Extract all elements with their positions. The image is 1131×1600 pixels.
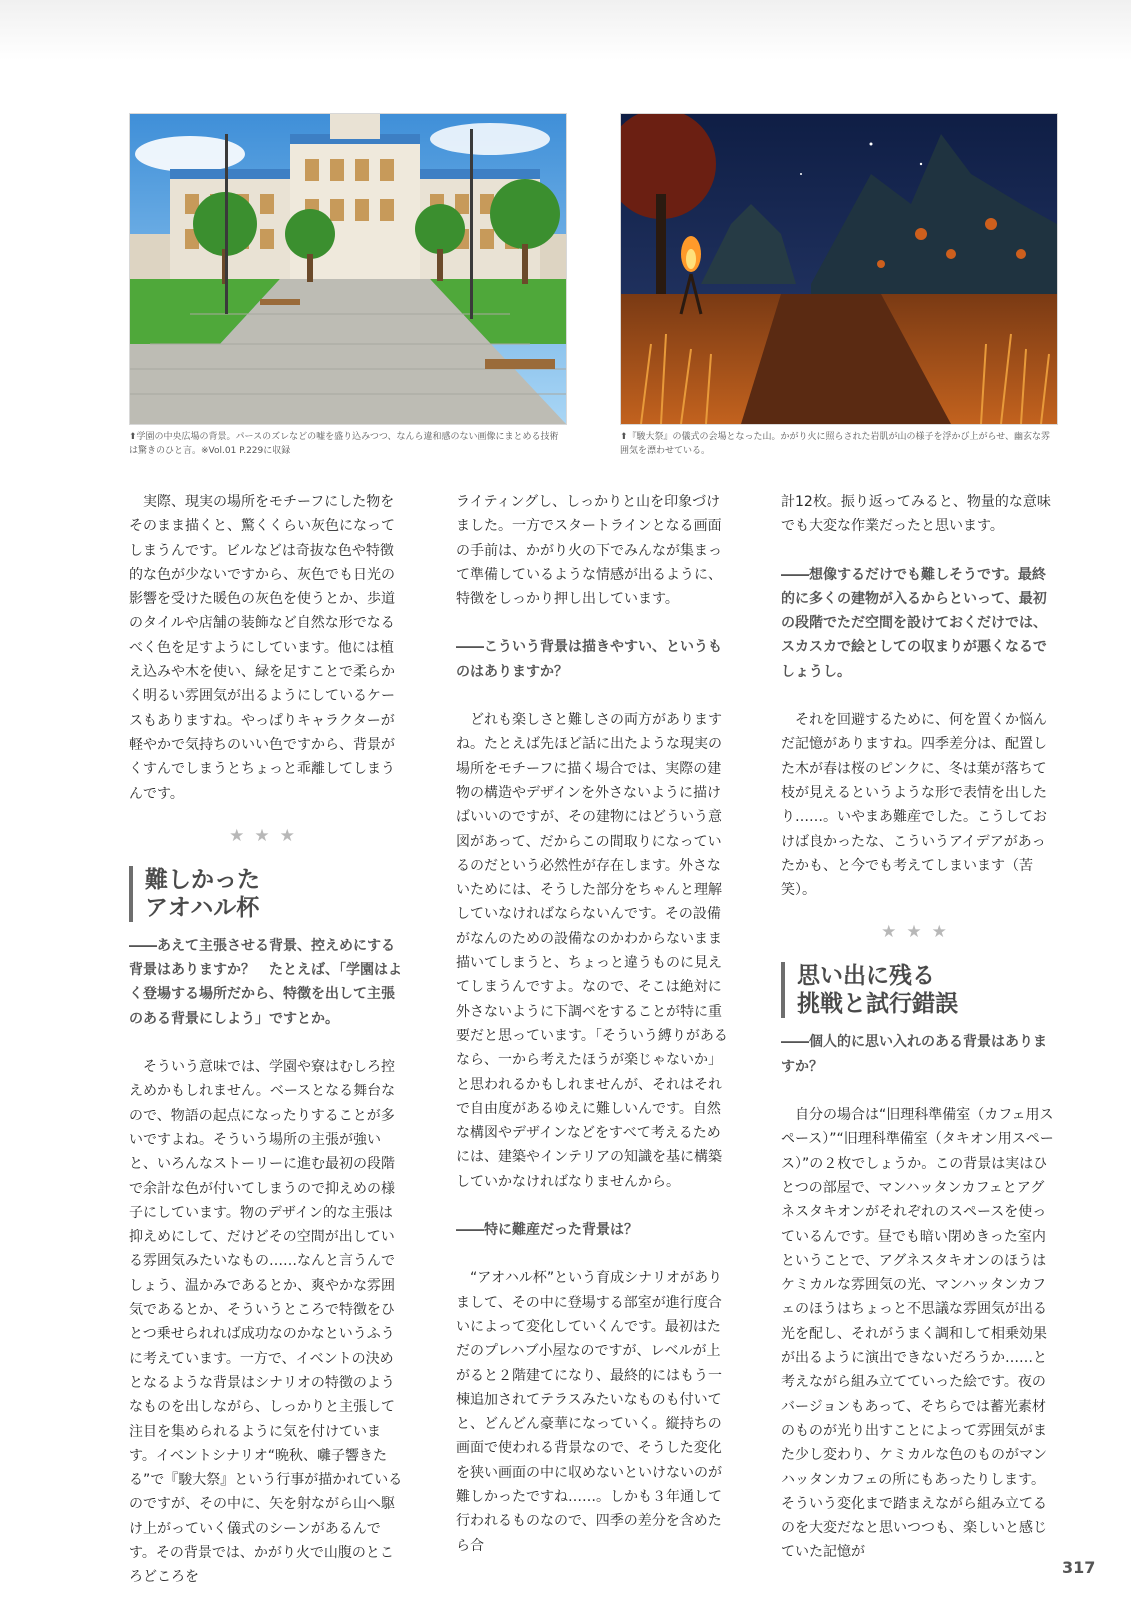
interview-question: ――想像するだけでも難しそうです。最終的に多くの建物が入るからといって、最初の段階でただ空間を設けておくだけでは、スカスカで絵としての収まりが悪くなるでしょうし。	[781, 566, 1047, 680]
paragraph: “アオハル杯”という育成シナリオがありまして、その中に登場する部室が進行度合いによって変化していくんです。最初はただのプレハブ小屋なのですが、レベルが上がると２階建てになり、最終的にはもう一棟追加されてテラスみたいなものも付いてと、どんどん豪華になっていく。縦持ちの画面で使われる背景なので、そうした変化を狭い画面の中に収めないといけないのが難しかったですね……。しかも３年通して行われるものなので、四季の差分を含めたら合	[456, 1270, 722, 1554]
paragraph: そういう意味では、学園や寮はむしろ控えめかもしれません。ベースとなる舞台なので、物語の起点になったりすることが多いですよね。そういう場所の主張が強いと、いろんなストーリーに進む最初の段階で余計な色が付いてしまうので抑えめの様子にしています。物のデザイン的な主張は抑えめにして、だけどその空間が出している雰囲気みたいなもの……なんと言うんでしょう、温かみであるとか、爽やかな雰囲気であるとか、そういうところで特徴をひとつ乗せられれば成功なのかなというふうに考えています。一方で、イベントの決めとなるような背景はシナリオの特徴のようなものを出しながら、しっかりと主張して注目を集められるように気を付けています。イベントシナリオ“晩秋、囃子響きたる”で『駿大祭』という行事が描かれているのですが、その中に、矢を射ながら山へ駆け上がっていく儀式のシーンがあるんです。その背景では、かがり火で山腹のところどころを	[129, 1059, 403, 1586]
paragraph: ライティングし、しっかりと山を印象づけました。一方でスタートラインとなる画面の手前は、かがり火の下でみんなが集まって準備しているような情感が出るように、特徴をしっかり押し出しています。	[456, 494, 722, 608]
section-divider-stars: ★★★	[881, 922, 957, 943]
text-column-3	[781, 490, 1057, 1565]
left-image-caption: ⬆学園の中央広場の背景。パースのズレなどの嘘を盛り込みつつ、なんら違和感のない画像にまとめる技術は驚きのひと言。※Vol.01 P.229に収録	[129, 432, 559, 456]
text-column-2	[456, 490, 732, 1558]
paragraph: それを回避するために、何を置くか悩んだ記憶がありますね。四季差分は、配置した木が春は桜のピンクに、冬は葉が落ちて枝が見えるというような形で表情を出したり……。いやまあ難産でした。こうしておけば良かったな、こういうアイデアがあったかも、と今でも考えてしまいます（苦笑）。	[781, 712, 1047, 899]
paragraph: どれも楽しさと難しさの両方がありますね。たとえば先ほど話に出たような現実の場所をモチーフに描く場合では、実際の建物の構造やデザインを外さないように描けばいいのですが、その建物にはどういう意図があって、だからこの間取りになっているのだという必然性が存在します。外さないためには、そうした部分をちゃんと理解していなければならないんです。その設備がなんのための設備なのかわからないまま描いてしまうと、ちょっと違うものに見えてしまうんですよ。なので、そこは絶対に外さないように下調べをすることが特に重要だと思っています。「そういう縛りがあるなら、一から考えたほうが楽じゃないか」と思われるかもしれませんが、それはそれで自由度があるゆえに難しいんです。自然な構図やデザインなどをすべて考えるためには、建築やインテリアの知識を基に構築していかなければなりませんから。	[456, 712, 728, 1190]
interview-question: ――あえて主張させる背景、控えめにする背景はありますか？ たとえば、「学園はよく登場する場所だから、特徴を出して主張のある背景にしよう」ですとか。	[129, 937, 402, 1027]
section-heading-line: 思い出に残る	[797, 963, 935, 990]
section-heading-line: 難しかった	[145, 866, 260, 893]
right-image-caption: ⬆『駿大祭』の儀式の会場となった山。かがり火に照らされた岩肌が山の様子を浮かび上がらせ、幽玄な雰囲気を漂わせている。	[620, 432, 1051, 456]
paragraph: 自分の場合は“旧理科準備室（カフェ用スペース）”“旧理科準備室（タキオン用スペース）”の２枚でしょうか。この背景は実はひとつの部屋で、マンハッタンカフェとアグネスタキオンがそれぞれのスペースを使っているんです。昼でも暗い閉めきった室内ということで、アグネスタキオンのほうはケミカルな雰囲気の光、マンハッタンカフェのほうはちょっと不思議な雰囲気が出る光を配し、それがうまく調和して相乗効果が出るように演出できないだろうか……と考えながら組み立てていった絵です。夜のバージョンもあって、そちらでは蓄光素材のものが光り出すことによって雰囲気がまた少し変わり、ケミカルな色のものがマンハッタンカフェの所にもあったりします。そういう変化まで踏まえながら組み立てるのを大変だなと思いつつも、楽しいと感じていた記憶が	[781, 1107, 1054, 1561]
text-column-1	[129, 490, 405, 1590]
school-plaza-illustration	[129, 113, 567, 425]
interview-question: ――個人的に思い入れのある背景はありますか？	[781, 1034, 1047, 1075]
section-heading	[129, 866, 405, 922]
festival-mountain-illustration	[620, 113, 1058, 425]
section-heading-line: 挑戦と試行錯誤	[797, 991, 958, 1018]
paragraph: 計12枚。振り返ってみると、物量的な意味でも大変な作業だったと思います。	[781, 494, 1051, 535]
section-divider-stars: ★★★	[229, 825, 305, 846]
interview-question: ――こういう背景は描きやすい、というものはありますか？	[456, 639, 722, 680]
section-heading	[781, 962, 1057, 1018]
section-heading-line: アオハル杯	[145, 894, 260, 921]
page-number: 317	[1062, 1558, 1096, 1577]
top-shade	[0, 0, 1131, 60]
interview-question: ――特に難産だった背景は？	[456, 1222, 638, 1239]
paragraph: 実際、現実の場所をモチーフにした物をそのまま描くと、驚くくらい灰色になってしまうんです。ビルなどは奇抜な色や特徴的な色が少ないですから、灰色でも日光の影響を受けた暖色の灰色を使うとか、歩道のタイルや店舗の装飾など自然な形でなるべく色を足すようにしています。他には植え込みや木を使い、緑を足すことで柔らかく明るい雰囲気が出るようにしているケースもありますね。やっぱりキャラクターが軽やかで気持ちのいい色ですから、背景がくすんでしまうとちょっと乖離してしまうんです。	[129, 494, 395, 802]
